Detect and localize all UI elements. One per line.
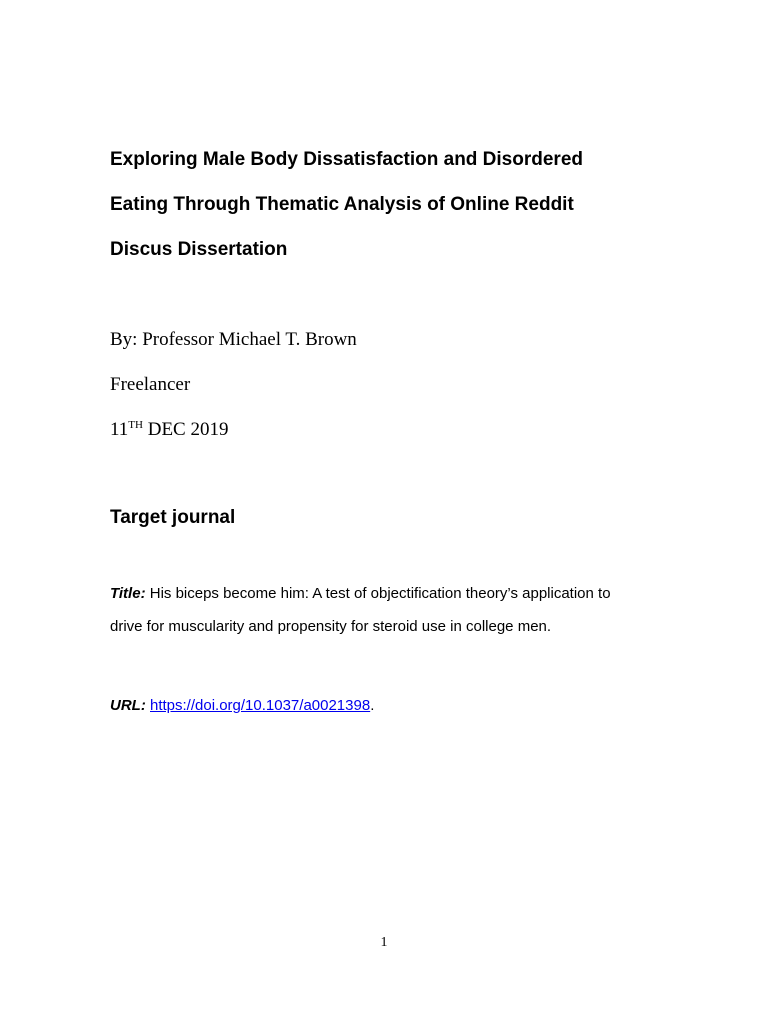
target-journal-heading: Target journal (110, 507, 236, 528)
date-ordinal-suffix: TH (128, 419, 143, 431)
journal-title-line-1 (110, 584, 611, 604)
doi-link[interactable]: https://doi.org/10.1037/a0021398 (150, 697, 371, 714)
date-rest: DEC 2019 (142, 419, 229, 440)
journal-title-text-1: His biceps become him: A test of objectification theory’s application to (145, 585, 611, 602)
author-line: By: Professor Michael T. Brown (110, 329, 357, 350)
title-label: Title: (110, 585, 146, 602)
url-label: URL: (110, 697, 146, 714)
url-line (110, 696, 374, 716)
date-day: 11 (110, 419, 129, 440)
page-number: 1 (380, 935, 388, 950)
title-line-3: Discus Dissertation (110, 239, 288, 260)
date (110, 418, 228, 442)
affiliation: Freelancer (110, 374, 191, 395)
journal-title-line-2: drive for muscularity and propensity for steroid use in college men. (110, 618, 552, 635)
url-trailing-period: . (370, 697, 375, 714)
title-line-1: Exploring Male Body Dissatisfaction and Disordered (110, 149, 583, 170)
title-line-2: Eating Through Thematic Analysis of Online Reddit (110, 194, 574, 215)
